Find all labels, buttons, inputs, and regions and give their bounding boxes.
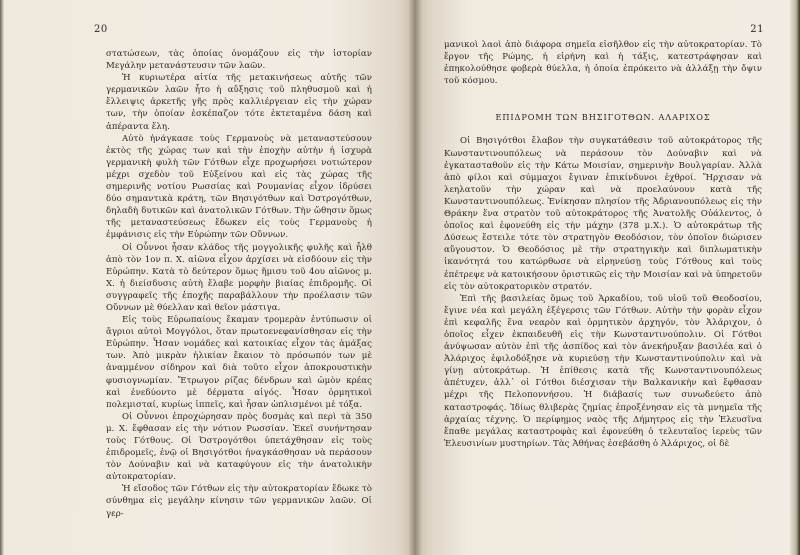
left-page-number: 20 [94,24,108,35]
left-paragraph-1: στατώσεων, τὰς ὁποίας ὀνομάζουν εἰς τὴν ἱστορίαν Μεγάλην μετανάστευσιν τῶν λαῶν. [106,49,372,72]
section-heading: ΕΠΙΔΡΟΜΗ ΤΩΝ ΒΗΣΙΓΟΤΘΩΝ. ΑΛΑΡΙΧΟΣ [495,112,711,123]
left-paragraph-7: Ἡ εἴσοδος τῶν Γότθων εἰς τὴν αὐτοκρατορίαν ἔδωκε τὸ σύνθημα εἰς μεγάλην κίνησιν τῶν γερμανικῶν λαῶν. Οἱ γερ- [106,484,372,519]
right-intro-paragraph: μανικοὶ λαοὶ ἀπὸ διάφορα σημεῖα εἰσῆλθον εἰς τὴν αὐτοκρατορίαν. Τὸ ἔργον τῆς Ρώμης, ἡ εἰρήνη καὶ ἡ τάξις, κατεστράφησαν καὶ ἐπηκολούθησε φοβερὰ θύελλα, ἡ ὁποία ἐπρόκειτο νὰ ἀλλάξῃ τὴν ὄψιν τοῦ κόσμου. [444,40,762,87]
left-paragraph-3: Αὐτὸ ἠνάγκασε τοὺς Γερμανοὺς νὰ μεταναστεύσουν ἐκτὸς τῆς χώρας των καὶ τὴν ἐποχὴν αὐτὴν ἡ ἰσχυρὰ γερμανικὴ φυλὴ τῶν Γότθων εἶχε προχωρήσει νοτιώτερον μέχρι σχεδὸν τοῦ Εὐξείνου καὶ εἰς τὰς χώρας τῆς σημερινῆς νοτίου Ρωσσίας καὶ Ρουμανίας εἶχον ἱδρύσει δύο σημαντικὰ κράτη, τῶν Βησιγότθων καὶ Ὀστρογότθων, δηλαδὴ δυτικῶν καὶ ἀνατολικῶν Γότθων. Τὴν ὤθησιν ὅμως τῆς μεταναστεύσεως ἔδωκεν εἰς τοὺς Γερμανοὺς ἡ ἐμφάνισις εἰς τὴν Εὐρώπην τῶν Οὔννων. [106,133,372,241]
right-page-edge [790,0,800,555]
right-paragraph-1: Οἱ Βησιγότθοι ἔλαβον τὴν συγκατάθεσιν τοῦ αὐτοκράτορος τῆς Κωνσταντινουπόλεως νὰ περάσουν τὸν Δούναβιν καὶ νὰ ἐγκατασταθοῦν εἰς τὴν Κάτω Μοισίαν, σημερινὴν Βουλγαρίαν. Ἀλλὰ ἀπὸ φίλοι καὶ σύμμαχοι ἔγιναν ἐπικίνδυνοι ἐχθροί. Ἤρχισαν νὰ λεηλατοῦν τὴν χώραν καὶ νὰ προελαύνουν κατὰ τῆς Κωνσταντινουπόλεως. Ἐνίκησαν πλησίον τῆς Ἀδριανουπόλεως εἰς τὴν Θράκην ἕνα στρατὸν τοῦ αὐτοκράτορος τῆς Ἀνατολῆς Οὐάλεντος, ὁ ὁποῖος καὶ ἐφονεύθη εἰς τὴν μάχην (378 μ.Χ.). Ὁ αὐτοκράτωρ τῆς Δύσεως ἔστειλε τότε τὸν στρατηγὸν Θεοδόσιον, τὸν ὁποῖον διώρισεν αὔγουστον. Ὁ Θεοδόσιος μὲ τὴν στρατηγικὴν καὶ διπλωματικὴν ἱκανότητά του κατώρθωσε νὰ εἰρηνεύσῃ τοὺς Γότθους καὶ τοὺς ἐπέτρεψε νὰ κατοικήσουν ὁριστικῶς εἰς τὴν Μοισίαν καὶ νὰ ὑπηρετοῦν εἰς τὸν αὐτοκρατορικὸν στρατόν. [444,136,762,292]
book-gutter [408,0,422,555]
left-page-body [106,48,372,520]
left-paragraph-5: Εἰς τοὺς Εὐρωπαίους ἔκαμαν τρομερὰν ἐντύπωσιν οἱ ἄγριοι αὐτοὶ Μογγόλοι, ὅταν πρωτοενεφανίσθησαν εἰς τὴν Εὐρώπην. Ἦσαν νομάδες καὶ κατοικίας εἶχον τὰς ἁμάξας των. Ἀπὸ μικρὰν ἡλικίαν ἔκαιον τὸ πρόσωπόν των μὲ ἀναμμένον σίδηρον καὶ διὰ τοῦτο εἶχον ἀποκρουστικὴν φυσιογνωμίαν. Ἔτρωγον ρίζας δένδρων καὶ ὠμὸν κρέας καὶ ἐνεδύοντο μὲ δέρματα αἰγός. Ἦσαν ὁρμητικοὶ πολεμισταί, κυρίως ἱππεῖς, καὶ ἦσαν ὡπλισμένοι μὲ τόξα. [106,315,372,410]
right-page-number: 21 [750,24,764,35]
right-page [414,0,800,555]
right-paragraph-2: Ἐπὶ τῆς βασιλείας ὅμως τοῦ Ἀρκαδίου, τοῦ υἱοῦ τοῦ Θεοδοσίου, ἔγινε νέα καὶ μεγάλη ἐξέγερσις τῶν Γότθων. Αὐτὴν τὴν φορὰν εἶχον ἐπὶ κεφαλῆς ἕνα νεαρὸν καὶ ὁρμητικὸν ἀρχηγόν, τὸν Ἀλάριχον, ὁ ὁποῖος εἶχεν ἐκπαιδευθῆ εἰς τὴν Κωνσταντινούπολιν. Οἱ Γότθοι ἀνύψωσαν αὐτὸν ἐπὶ τῆς ἀσπίδος καὶ τὸν ἀνεκήρυξαν βασιλέα καὶ ὁ Ἀλάριχος ἐφιλοδόξησε νὰ κυριεύσῃ τὴν Κωνσταντινούπολιν καὶ νὰ γίνῃ αὐτοκράτωρ. Ἡ ἐπίθεσις κατὰ τῆς Κωνσταντινουπόλεως ἀπέτυχεν, ἀλλ᾽ οἱ Γότθοι διέσχισαν τὴν Βαλκανικὴν καὶ ἔφθασαν μέχρι τῆς Πελοποννήσου. Ἡ διάβασίς των συνωδεύετο ἀπὸ καταστροφάς. Ἰδίως θλιβερὰς ζημίας ἐπροξένησαν εἰς τὰ μνημεῖα τῆς ἀρχαίας τέχνης. Ὁ περίφημος ναὸς τῆς Δήμητρος εἰς τὴν Ἐλευσῖνα ἔπαθε μεγάλας καταστροφὰς καὶ ἐφονεύθη ὁ τελευταῖος ἱερεὺς τῶν Ἐλευσινίων μυστηρίων. Τὰς Ἀθήνας ἐσεβάσθη ὁ Ἀλάριχος, οἱ δὲ [444,293,762,449]
left-page-edge [0,0,4,555]
left-paragraph-4: Οἱ Οὗννοι ἦσαν κλάδος τῆς μογγολικῆς φυλῆς καὶ ἦλθ ἀπὸ τὸν 1ον π. Χ. αἰῶνα εἶχον ἀρχίσει νὰ εἰσδύουν εἰς τὴν Εὐρώπην. Κατὰ τὸ δεύτερον ὅμως ἥμισυ τοῦ 4ου αἰῶνος μ. Χ. ἡ διείσδυσις αὐτὴ ἔλαβε μορφὴν βιαίας ἐπιδρομῆς. Οἱ συγγραφεῖς τῆς ἐποχῆς παραβάλλουν τὴν προέλασιν τῶν Οὔννων μὲ θύελλαν καὶ θεῖον μάστιγα. [106,242,372,313]
left-paragraph-2: Ἡ κυριωτέρα αἰτία τῆς μετακινήσεως αὐτῆς τῶν γερμανικῶν λαῶν ἦτο ἡ αὔξησις τοῦ πληθυσμοῦ καὶ ἡ ἔλλειψις ἀρκετῆς γῆς πρὸς καλλιέργειαν εἰς τὴν χώραν των, τὴν ὁποίαν ἐσκέπαζον τότε ἐκτεταμένα δάση καὶ ἀπέραντα ἕλη. [106,73,372,132]
right-page-body [444,39,762,450]
left-paragraph-6: Οἱ Οὗννοι ἐπροχώρησαν πρὸς δυσμὰς καὶ περὶ τὰ 350 μ. Χ. ἔφθασαν εἰς τὴν νότιον Ρωσσίαν. Ἐκεῖ συνήντησαν τοὺς Γότθους. Οἱ Ὀστρογότθοι ὑπετάχθησαν εἰς τοὺς ἐπιδρομεῖς, ἐνῷ οἱ Βησιγότθοι ἠναγκάσθησαν νὰ περάσουν τὸν Δούναβιν καὶ νὰ καταφύγουν εἰς τὴν ἀνατολικὴν αὐτοκρατορίαν. [106,411,372,483]
